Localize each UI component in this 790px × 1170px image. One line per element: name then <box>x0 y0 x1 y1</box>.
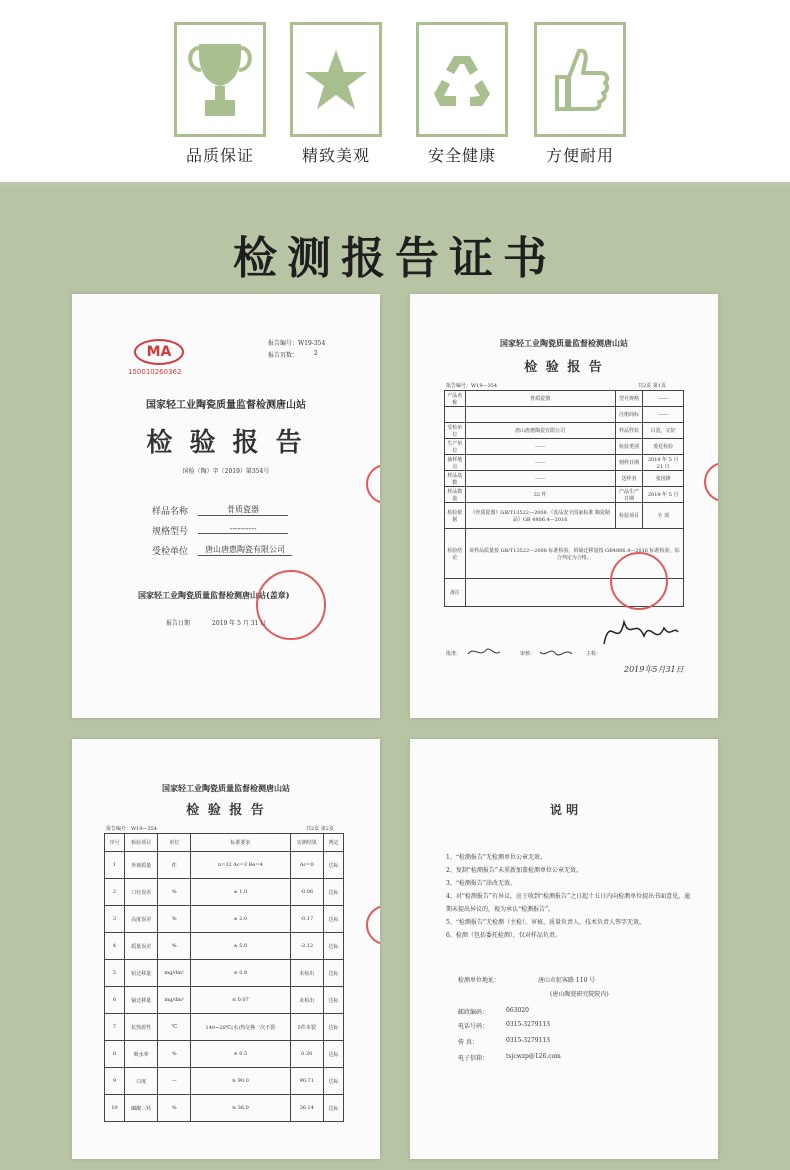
table-row <box>105 906 344 933</box>
table-cell: 32 件 <box>465 487 615 503</box>
test-results-table <box>104 833 344 1122</box>
table-cell: 检验结论 <box>445 529 466 579</box>
table-row <box>105 1095 344 1122</box>
recycle-icon <box>430 50 494 110</box>
report-title: 检 验 报 告 <box>146 428 306 458</box>
table-cell: 白度 <box>125 1068 158 1095</box>
note-line: 5、“检测报告”无检测（主检）、审核、质量负责人、技术负责人签字无效。 <box>446 919 645 926</box>
table-cell: 5 <box>105 960 125 987</box>
edge-seal <box>704 462 718 502</box>
table-cell: 检验类别 <box>615 439 643 455</box>
report-number: 报告编号：W19—354 <box>446 383 498 389</box>
table-row <box>105 933 344 960</box>
doc-number: 国检（陶）字（2019）第354号 <box>182 468 270 475</box>
table-cell: 达标 <box>323 1041 343 1068</box>
feature-label: 精致美观 <box>301 146 370 165</box>
table-cell: — <box>158 1068 191 1095</box>
table-cell: 2019 年 5 月 <box>643 487 684 503</box>
cma-code: 150010260362 <box>128 368 182 376</box>
table-cell: 生产单位 <box>445 439 466 455</box>
table-cell: -2.12 <box>290 933 323 960</box>
report-title: 检 验 报 告 <box>524 360 604 375</box>
table-cell: 标准要求 <box>191 834 290 852</box>
feature-label: 品质保证 <box>185 146 254 165</box>
phone-label: 电话号码： <box>458 1023 489 1030</box>
table-cell: 样品基数 <box>445 471 466 487</box>
table-row <box>105 960 344 987</box>
feature-box <box>290 22 382 137</box>
table-cell: 4 <box>105 933 125 960</box>
signature-inspect <box>600 610 680 654</box>
table-cell: 检验项目 <box>125 834 158 852</box>
table-row <box>105 1068 344 1095</box>
table-cell: 1 <box>105 852 125 879</box>
table-cell: 产品生产日期 <box>615 487 643 503</box>
table-cell: n=32 Ac=3 Re=4 <box>191 852 290 879</box>
table-cell: 白瓷，完好 <box>643 423 684 439</box>
feature-quality <box>174 22 266 166</box>
table-cell: 样品数量 <box>445 487 466 503</box>
report-date: 2019 年 5 月 31 日 <box>212 620 267 627</box>
table-cell: 达标 <box>323 960 343 987</box>
table-row <box>445 455 684 471</box>
report-title: 检 验 报 告 <box>186 803 266 818</box>
table-cell: 检验项目 <box>615 503 643 529</box>
table-cell: 达标 <box>323 933 343 960</box>
red-seal <box>610 552 668 610</box>
table-cell: 达标 <box>323 879 343 906</box>
table-cell: 唐山唐惠陶瓷有限公司 <box>465 423 615 439</box>
inspect-label: 主检： <box>586 651 602 657</box>
table-cell: -0.17 <box>290 906 323 933</box>
table-cell: 送样者 <box>615 471 643 487</box>
table-row <box>445 471 684 487</box>
table-cell: 注册商标 <box>615 407 643 423</box>
field-label: 受检单位 <box>152 547 189 557</box>
table-cell: % <box>158 1095 191 1122</box>
table-cell: 抽样地点 <box>445 455 466 471</box>
table-cell: 实测结果 <box>290 834 323 852</box>
table-cell: 达标 <box>323 987 343 1014</box>
table-cell: ± 5.0 <box>191 933 290 960</box>
table-cell: 达标 <box>323 1095 343 1122</box>
table-cell: 受检单位 <box>445 423 466 439</box>
table-cell: 检验依据 <box>445 503 466 529</box>
table-row <box>445 487 684 503</box>
table-cell: 该样品质量按 GB/T13522—2008 标准检验，铅镉迁移量按 GB4806.4—2016 标准检验，综合判定为合格。 <box>465 529 683 579</box>
org-name: 国家轻工业陶瓷质量监督检测唐山站 <box>500 338 628 348</box>
cma-logo: MA <box>134 339 184 365</box>
note-line: 1、“检测报告”无检测单位公章无效。 <box>446 854 546 861</box>
feature-box <box>416 22 508 137</box>
postcode-label: 邮政编码： <box>458 1009 489 1016</box>
table-row <box>445 391 684 407</box>
report-cover <box>72 294 380 718</box>
notes-list <box>446 851 696 942</box>
field-value: ---------- <box>198 524 288 534</box>
feature-label: 安全健康 <box>427 146 496 165</box>
feature-box <box>534 22 626 137</box>
table-cell: mg/dm² <box>158 960 191 987</box>
table-cell: % <box>158 933 191 960</box>
table-cell: 件 <box>158 852 191 879</box>
table-cell: 张国锋 <box>643 471 684 487</box>
table-row <box>105 1041 344 1068</box>
table-cell: 型号规格 <box>615 391 643 407</box>
red-seal <box>256 570 326 640</box>
table-cell: % <box>158 906 191 933</box>
table-cell: 2019 年 5 月 21 日 <box>643 455 684 471</box>
table-row <box>445 407 684 423</box>
table-cell: 90.71 <box>290 1068 323 1095</box>
table-cell: ≤ 0.07 <box>191 987 290 1014</box>
section-title: 检测报告证书 <box>233 233 557 284</box>
report-page-2 <box>72 739 380 1159</box>
field-value: 骨质瓷器 <box>198 504 288 516</box>
page-count-value: 2 <box>314 350 318 357</box>
table-cell: ≤ 0.5 <box>191 1041 290 1068</box>
address-value-2: (唐山陶瓷研究院院内) <box>550 991 609 998</box>
table-cell: 未检出 <box>290 960 323 987</box>
feature-label: 方便耐用 <box>545 146 614 165</box>
table-cell: 产品名称 <box>445 391 466 407</box>
table-cell: % <box>158 1041 191 1068</box>
signature-review <box>538 644 574 660</box>
table-row <box>445 423 684 439</box>
note-line: 2、复制“检测报告”未重新加盖检测单位公章无效。 <box>446 867 582 874</box>
org-name: 国家轻工业陶瓷质量监督检测唐山站 <box>146 400 306 411</box>
table-cell: 委托检验 <box>643 439 684 455</box>
thumbs-up-icon <box>549 45 611 115</box>
page-count-label: 报告页数： <box>268 352 299 359</box>
table-cell: 全 项 <box>643 503 684 529</box>
table-cell: —— <box>465 455 615 471</box>
phone-value: 0315-3279113 <box>506 1021 551 1028</box>
table-cell: 质量误差 <box>125 933 158 960</box>
signature-approve <box>466 644 502 660</box>
page-indicator: 共2页 第1页 <box>638 383 666 389</box>
table-cell: 5件未裂 <box>290 1014 323 1041</box>
review-label: 审核： <box>520 651 536 657</box>
table-cell: 36.14 <box>290 1095 323 1122</box>
table-cell: 2 <box>105 879 125 906</box>
table-cell: 单位 <box>158 834 191 852</box>
table-cell: 抗热震性 <box>125 1014 158 1041</box>
table-cell: 0.20 <box>290 1041 323 1068</box>
table-cell <box>445 407 466 423</box>
table-cell: 铅迁移量 <box>125 960 158 987</box>
report-number: 报告编号：W19—354 <box>106 826 158 832</box>
table-row <box>105 852 344 879</box>
email-value: tsjcwzp@126.com <box>506 1053 561 1060</box>
fax-label: 传 真： <box>458 1039 478 1046</box>
feature-safety <box>416 22 508 166</box>
table-cell: % <box>158 879 191 906</box>
table-cell: ≤ 0.8 <box>191 960 290 987</box>
table-cell: 达标 <box>323 1014 343 1041</box>
table-cell: 《骨质瓷器》GB/T13522—2008 《食品安全国家标准 陶瓷制品》GB 4806.4—2016 <box>465 503 615 529</box>
table-cell: 140~20℃(水)热交换一次不裂 <box>191 1014 290 1041</box>
table-cell: ± 1.0 <box>191 879 290 906</box>
table-cell: ℃ <box>158 1014 191 1041</box>
star-icon <box>304 48 368 112</box>
table-cell: 判定 <box>323 834 343 852</box>
note-line: 3、“检测报告”涂改无效。 <box>446 880 516 887</box>
table-cell: 外观质量 <box>125 852 158 879</box>
field-label: 样品名称 <box>152 507 189 517</box>
table-cell: mg/dm² <box>158 987 191 1014</box>
table-row <box>105 879 344 906</box>
note-line: 4、对“检测报告”有异议，应于收到“检测报告”之日起十五日内向检测单位提出书面意见，逾期未提出异议的，视为承认“检测报告”。 <box>446 893 691 913</box>
table-header-row <box>105 834 344 852</box>
table-cell: —— <box>643 407 684 423</box>
notes-title: 说 明 <box>549 803 579 817</box>
table-cell: 达标 <box>323 906 343 933</box>
table-cell: 样品性状 <box>615 423 643 439</box>
table-cell: 3 <box>105 906 125 933</box>
table-cell: 9 <box>105 1068 125 1095</box>
table-cell: —— <box>465 471 615 487</box>
page-indicator: 共2页 第2页 <box>306 826 334 832</box>
table-cell: 7 <box>105 1014 125 1041</box>
report-notes <box>410 739 718 1159</box>
table-cell <box>465 407 615 423</box>
trophy-icon <box>185 40 255 120</box>
email-label: 电子信箱： <box>458 1055 489 1062</box>
table-cell: 8 <box>105 1041 125 1068</box>
table-cell: 高度误差 <box>125 906 158 933</box>
address-label: 检测单位地址： <box>458 977 501 984</box>
table-cell: 磷酸三钙 <box>125 1095 158 1122</box>
table-cell: 6 <box>105 987 125 1014</box>
note-line: 6、检测（包括委托检测），仅对样品负责。 <box>446 932 561 939</box>
table-cell: ≥ 90.0 <box>191 1068 290 1095</box>
field-label: 规格型号 <box>152 527 189 537</box>
field-value: 唐山唐惠陶瓷有限公司 <box>198 544 292 556</box>
table-cell: 镉迁移量 <box>125 987 158 1014</box>
feature-box <box>174 22 266 137</box>
table-cell: 序号 <box>105 834 125 852</box>
feature-beauty <box>290 22 382 166</box>
report-page-1 <box>410 294 718 718</box>
table-cell: ≥ 36.0 <box>191 1095 290 1122</box>
table-cell: —— <box>465 439 615 455</box>
table-cell: 未检出 <box>290 987 323 1014</box>
org-name: 国家轻工业陶瓷质量监督检测唐山站 <box>162 783 290 793</box>
table-cell: 口径误差 <box>125 879 158 906</box>
signature-date: 2019年5月31日 <box>624 665 684 674</box>
report-number: 报告编号：W19-354 <box>268 340 326 347</box>
table-row <box>105 987 344 1014</box>
table-cell: ± 2.0 <box>191 906 290 933</box>
date-label: 报告日期 <box>166 620 191 627</box>
footer-org: 国家轻工业陶瓷质量监督检测唐山站(盖章) <box>138 590 290 600</box>
fax-value: 0315-3279113 <box>506 1037 551 1044</box>
table-cell: 达标 <box>323 1068 343 1095</box>
edge-seal <box>366 905 380 945</box>
table-cell: 骨质瓷器 <box>465 391 615 407</box>
feature-band <box>0 0 790 182</box>
feature-durable <box>534 22 626 166</box>
postcode-value: 063020 <box>506 1007 529 1014</box>
table-cell: 备注 <box>445 579 466 607</box>
table-cell: 达标 <box>323 852 343 879</box>
table-cell: -0.06 <box>290 879 323 906</box>
address-value: 唐山市虹客路 110 号 <box>538 977 596 984</box>
table-cell: Ac=0 <box>290 852 323 879</box>
table-row <box>105 1014 344 1041</box>
approve-label: 批准： <box>446 651 462 657</box>
table-cell: —— <box>643 391 684 407</box>
table-cell: 到样日期 <box>615 455 643 471</box>
table-row <box>445 439 684 455</box>
table-cell: 10 <box>105 1095 125 1122</box>
table-row <box>445 503 684 529</box>
table-cell: 吸水率 <box>125 1041 158 1068</box>
